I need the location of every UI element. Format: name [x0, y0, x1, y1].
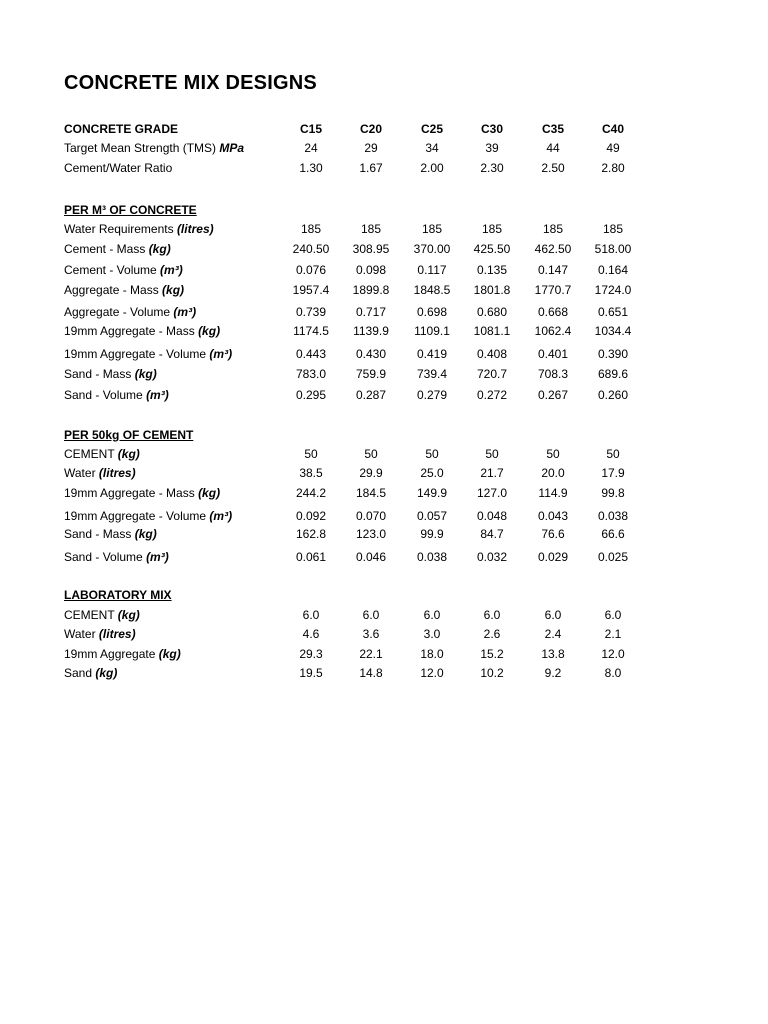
table-row	[64, 159, 664, 177]
value-cell: 0.651	[597, 305, 629, 319]
table-row	[64, 345, 664, 363]
value-cell: 2.6	[483, 627, 501, 641]
grade-cell: C15	[299, 122, 322, 136]
value-cell: 185	[542, 222, 564, 236]
value-cell: 1139.9	[353, 324, 389, 338]
value-cell: 0.739	[295, 305, 327, 319]
value-cell: 0.032	[476, 550, 508, 564]
value-cell: 6.0	[302, 608, 320, 622]
value-cell: 29.3	[299, 647, 323, 661]
value-cell: 0.061	[295, 550, 327, 564]
table-row	[64, 525, 664, 543]
row-label: 19mm Aggregate - Mass (kg)	[64, 324, 221, 338]
row-label: Sand - Volume (m³)	[64, 550, 169, 564]
value-cell: 18.0	[420, 647, 444, 661]
value-cell: 4.6	[302, 627, 320, 641]
value-cell: 0.135	[476, 263, 508, 277]
value-cell: 50	[546, 447, 560, 461]
value-cell: 99.8	[601, 486, 625, 500]
value-cell: 19.5	[299, 666, 323, 680]
value-cell: 6.0	[604, 608, 622, 622]
value-cell: 0.038	[416, 550, 448, 564]
value-cell: 25.0	[420, 466, 444, 480]
row-label: Aggregate - Mass (kg)	[64, 283, 185, 297]
value-cell: 2.80	[601, 161, 625, 175]
table-row	[64, 220, 664, 238]
grade-cell: C25	[420, 122, 443, 136]
value-cell: 6.0	[423, 608, 441, 622]
table-row	[64, 484, 664, 502]
value-cell: 0.430	[355, 347, 387, 361]
value-cell: 10.2	[480, 666, 504, 680]
value-cell: 462.50	[534, 242, 572, 256]
value-cell: 0.164	[597, 263, 629, 277]
value-cell: 50	[364, 447, 378, 461]
value-cell: 6.0	[362, 608, 380, 622]
value-cell: 0.401	[537, 347, 569, 361]
value-cell: 308.95	[352, 242, 390, 256]
row-label: Cement - Mass (kg)	[64, 242, 171, 256]
value-cell: 76.6	[541, 527, 565, 541]
row-label: Aggregate - Volume (m³)	[64, 305, 197, 319]
document-title: CONCRETE MIX DESIGNS	[64, 72, 317, 94]
value-cell: 2.30	[480, 161, 504, 175]
table-row	[64, 645, 664, 663]
value-cell: 0.147	[537, 263, 569, 277]
value-cell: 0.295	[295, 388, 327, 402]
table-row	[64, 240, 664, 258]
value-cell: 99.9	[420, 527, 444, 541]
value-cell: 24	[304, 141, 318, 155]
value-cell: 689.6	[597, 367, 629, 381]
value-cell: 425.50	[473, 242, 511, 256]
value-cell: 29	[364, 141, 378, 155]
value-cell: 34	[425, 141, 439, 155]
value-cell: 2.00	[420, 161, 444, 175]
value-cell: 1081.1	[473, 324, 511, 338]
value-cell: 22.1	[359, 647, 383, 661]
value-cell: 44	[546, 141, 560, 155]
value-cell: 0.443	[295, 347, 327, 361]
table-row	[64, 548, 664, 566]
grade-header-label: CONCRETE GRADE	[64, 122, 179, 136]
value-cell: 50	[485, 447, 499, 461]
value-cell: 185	[300, 222, 322, 236]
value-cell: 13.8	[541, 647, 565, 661]
value-cell: 370.00	[413, 242, 451, 256]
value-cell: 184.5	[355, 486, 387, 500]
table-row	[64, 365, 664, 383]
row-label: 19mm Aggregate - Volume (m³)	[64, 509, 233, 523]
table-row	[64, 606, 664, 624]
value-cell: 8.0	[604, 666, 622, 680]
value-cell: 0.390	[597, 347, 629, 361]
table-row	[64, 664, 664, 682]
value-cell: 1801.8	[473, 283, 511, 297]
value-cell: 0.419	[416, 347, 448, 361]
grade-header-row	[64, 120, 664, 138]
table-row	[64, 386, 664, 404]
row-label: Water Requirements (litres)	[64, 222, 214, 236]
row-label: 19mm Aggregate (kg)	[64, 647, 181, 661]
value-cell: 0.098	[355, 263, 387, 277]
row-label: 19mm Aggregate - Mass (kg)	[64, 486, 221, 500]
grade-cell: C40	[601, 122, 624, 136]
grade-cell: C35	[541, 122, 564, 136]
value-cell: 12.0	[601, 647, 625, 661]
value-cell: 240.50	[292, 242, 330, 256]
value-cell: 9.2	[544, 666, 562, 680]
value-cell: 1062.4	[534, 324, 572, 338]
value-cell: 720.7	[476, 367, 508, 381]
value-cell: 759.9	[355, 367, 387, 381]
value-cell: 0.668	[537, 305, 569, 319]
value-cell: 1.67	[359, 161, 383, 175]
value-cell: 0.260	[597, 388, 629, 402]
value-cell: 783.0	[295, 367, 327, 381]
value-cell: 0.279	[416, 388, 448, 402]
value-cell: 14.8	[359, 666, 383, 680]
value-cell: 0.287	[355, 388, 387, 402]
row-label: 19mm Aggregate - Volume (m³)	[64, 347, 233, 361]
value-cell: 114.9	[538, 486, 568, 500]
value-cell: 0.680	[476, 305, 508, 319]
value-cell: 0.043	[537, 509, 569, 523]
row-label: Sand - Volume (m³)	[64, 388, 169, 402]
value-cell: 15.2	[480, 647, 504, 661]
section-heading: PER M³ OF CONCRETE	[64, 203, 197, 217]
value-cell: 1.30	[299, 161, 323, 175]
value-cell: 1957.4	[292, 283, 330, 297]
value-cell: 6.0	[483, 608, 501, 622]
value-cell: 127.0	[476, 486, 508, 500]
row-label: Sand - Mass (kg)	[64, 527, 157, 541]
row-label: Cement - Volume (m³)	[64, 263, 183, 277]
value-cell: 17.9	[601, 466, 625, 480]
row-label: Target Mean Strength (TMS) MPa	[64, 141, 245, 155]
value-cell: 50	[425, 447, 439, 461]
value-cell: 1174.5	[293, 324, 329, 338]
value-cell: 185	[602, 222, 624, 236]
section-heading: LABORATORY MIX	[64, 588, 172, 602]
value-cell: 708.3	[537, 367, 569, 381]
row-label: Sand - Mass (kg)	[64, 367, 157, 381]
value-cell: 0.025	[597, 550, 629, 564]
value-cell: 0.029	[537, 550, 569, 564]
value-cell: 0.408	[476, 347, 508, 361]
value-cell: 2.50	[541, 161, 565, 175]
value-cell: 1770.7	[534, 283, 572, 297]
value-cell: 0.272	[476, 388, 508, 402]
value-cell: 3.6	[362, 627, 380, 641]
section-heading-row	[64, 586, 664, 604]
value-cell: 39	[485, 141, 499, 155]
value-cell: 185	[360, 222, 382, 236]
row-label: Water (litres)	[64, 466, 136, 480]
value-cell: 38.5	[299, 466, 323, 480]
table-row	[64, 303, 664, 321]
grade-cell: C30	[480, 122, 503, 136]
value-cell: 162.8	[295, 527, 327, 541]
section-heading: PER 50kg OF CEMENT	[64, 428, 194, 442]
row-label: Cement/Water Ratio	[64, 161, 173, 175]
value-cell: 0.117	[417, 263, 447, 277]
value-cell: 0.717	[355, 305, 387, 319]
value-cell: 66.6	[601, 527, 625, 541]
table-row	[64, 507, 664, 525]
value-cell: 1899.8	[352, 283, 390, 297]
row-label: Sand (kg)	[64, 666, 118, 680]
value-cell: 0.057	[416, 509, 448, 523]
value-cell: 12.0	[420, 666, 444, 680]
value-cell: 1848.5	[413, 283, 451, 297]
table-row	[64, 322, 664, 340]
value-cell: 49	[606, 141, 620, 155]
value-cell: 123.0	[355, 527, 387, 541]
value-cell: 0.046	[355, 550, 387, 564]
table-row	[64, 261, 664, 279]
row-label: CEMENT (kg)	[64, 608, 140, 622]
value-cell: 0.048	[476, 509, 508, 523]
row-label: Water (litres)	[64, 627, 136, 641]
table-row	[64, 139, 664, 157]
value-cell: 2.1	[604, 627, 622, 641]
value-cell: 2.4	[544, 627, 562, 641]
value-cell: 0.076	[295, 263, 327, 277]
value-cell: 0.698	[416, 305, 448, 319]
value-cell: 21.7	[480, 466, 504, 480]
value-cell: 149.9	[416, 486, 448, 500]
value-cell: 0.267	[537, 388, 569, 402]
table-row	[64, 625, 664, 643]
value-cell: 185	[481, 222, 503, 236]
value-cell: 518.00	[594, 242, 632, 256]
value-cell: 739.4	[416, 367, 448, 381]
value-cell: 1109.1	[414, 324, 450, 338]
section-heading-row	[64, 426, 664, 444]
value-cell: 0.038	[597, 509, 629, 523]
value-cell: 1034.4	[594, 324, 632, 338]
value-cell: 185	[421, 222, 443, 236]
table-row	[64, 464, 664, 482]
value-cell: 50	[304, 447, 318, 461]
table-row	[64, 281, 664, 299]
grade-cell: C20	[359, 122, 382, 136]
value-cell: 3.0	[423, 627, 441, 641]
section-heading-row	[64, 201, 664, 219]
value-cell: 0.070	[355, 509, 387, 523]
table-row	[64, 445, 664, 463]
value-cell: 1724.0	[594, 283, 632, 297]
value-cell: 244.2	[295, 486, 327, 500]
value-cell: 6.0	[544, 608, 562, 622]
value-cell: 0.092	[295, 509, 327, 523]
value-cell: 50	[606, 447, 620, 461]
value-cell: 29.9	[359, 466, 383, 480]
value-cell: 20.0	[541, 466, 565, 480]
value-cell: 84.7	[480, 527, 504, 541]
row-label: CEMENT (kg)	[64, 447, 140, 461]
